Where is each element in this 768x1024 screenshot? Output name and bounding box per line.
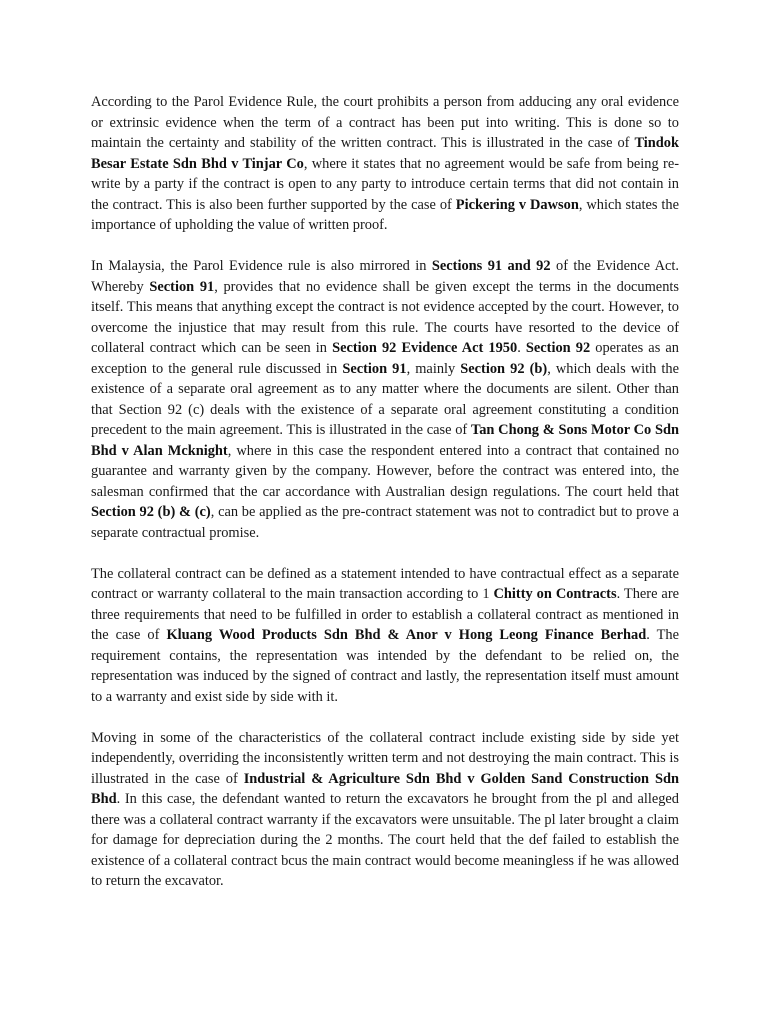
statute-reference: Sections 91 and 92 <box>431 258 551 274</box>
text-segment: of the Evidence Act. Whereby <box>91 258 679 295</box>
text-segment: , can be applied as the pre-contract statement was not to contradict but to prove a separate contractual promise. <box>91 504 679 541</box>
statute-reference: Section 91 <box>149 278 215 295</box>
text-segment: Moving in some of the characteristics of the collateral contract include existing side by side yet independently, overriding the inconsistently written term and not destroying the main contract. This is illustrated in the case of <box>91 729 679 787</box>
statute-reference: Section 91 <box>342 360 407 377</box>
paragraph-collateral-contract-definition <box>91 564 679 708</box>
case-citation-pickering-v-dawson: Pickering v Dawson <box>455 196 579 213</box>
text-segment: , which states the importance of upholding the value of written proof. <box>91 196 679 233</box>
paragraph-parol-evidence-rule <box>91 92 679 236</box>
text-segment: . The requirement contains, the representation was intended by the defendant to be relied on, the representation was induced by the signed of contract and lastly, the representation itself must amount to a warranty and exist side by side with it. <box>91 627 680 705</box>
text-segment: , provides that no evidence shall be given except the terms in the documents itself. This means that anything except the contract is not evidence accepted by the court. However, to overcome the injustice that may result from this rule. The courts have resorted to the device of collateral contract which can be seen in <box>91 278 679 356</box>
paragraph-collateral-contract-characteristics <box>91 728 679 892</box>
case-citation-tindok-besar: Tindok Besar Estate Sdn Bhd v Tinjar Co <box>91 135 679 172</box>
case-citation-kluang-wood: Kluang Wood Products Sdn Bhd & Anor v Hong Leong Finance Berhad <box>166 627 647 643</box>
statute-reference: Section 92 (b) & (c) <box>91 504 211 520</box>
text-segment: According to the Parol Evidence Rule, the court prohibits a person from adducing any oral evidence or extrinsic evidence when the term of a contract has been put into writing. This is done so to maintain the certainty and stability of the written contract. This is illustrated in the case of <box>91 94 679 151</box>
text-segment: , mainly <box>406 360 461 377</box>
text-segment: operates as an exception to the general rule discussed in <box>91 340 679 377</box>
text-segment: , where in this case the respondent entered into a contract that contained no guarantee and warranty given by the company. However, before the contract was entered into, the salesman confirmed that the car accordance with Australian design regulations. The court held that <box>91 442 680 500</box>
case-citation-industrial-agriculture: Industrial & Agriculture Sdn Bhd v Golden Sand Construction Sdn Bhd <box>91 770 679 807</box>
text-segment: , where it states that no agreement would be safe from being re-write by a party if the contract is open to any party to introduce certain terms that did not contain in the contract. This is also been further supported by the case of <box>91 155 679 213</box>
paragraph-malaysia-evidence-act <box>91 256 679 543</box>
reference-chitty-on-contracts: Chitty on Contracts <box>493 586 617 602</box>
text-segment: . <box>517 340 526 356</box>
text-segment: . There are three requirements that need to be fulfilled in order to establish a collateral contract as mentioned in the case of <box>91 586 679 643</box>
text-segment: . In this case, the defendant wanted to return the excavators he brought from the pl and alleged there was a collateral contract warranty if the excavators were unsuitable. The pl later brought a claim for damage for depreciation during the 2 months. The court held that the def failed to establish the existence of a collateral contract bcus the main contract would become meaningless if he was allowed to return the excavator. <box>91 791 679 889</box>
statute-reference: Section 92 <box>525 340 591 356</box>
document-body <box>91 92 679 912</box>
statute-reference: Section 92 Evidence Act 1950 <box>332 340 518 356</box>
text-segment: , which deals with the existence of a separate oral agreement as to any matter where the documents are silent. Other than that Section 92 (c) deals with the existence of a separate oral agreement constituting a condition precedent to the main agreement. This is illustrated in the case of <box>91 360 679 438</box>
text-segment: In Malaysia, the Parol Evidence rule is also mirrored in <box>91 258 432 274</box>
text-segment: The collateral contract can be defined as a statement intended to have contractual effect as a separate contract or warranty collateral to the main transaction according to 1 <box>91 565 679 602</box>
statute-reference: Section 92 (b) <box>460 360 548 377</box>
case-citation-tan-chong: Tan Chong & Sons Motor Co Sdn Bhd v Alan Mcknight <box>91 422 679 459</box>
